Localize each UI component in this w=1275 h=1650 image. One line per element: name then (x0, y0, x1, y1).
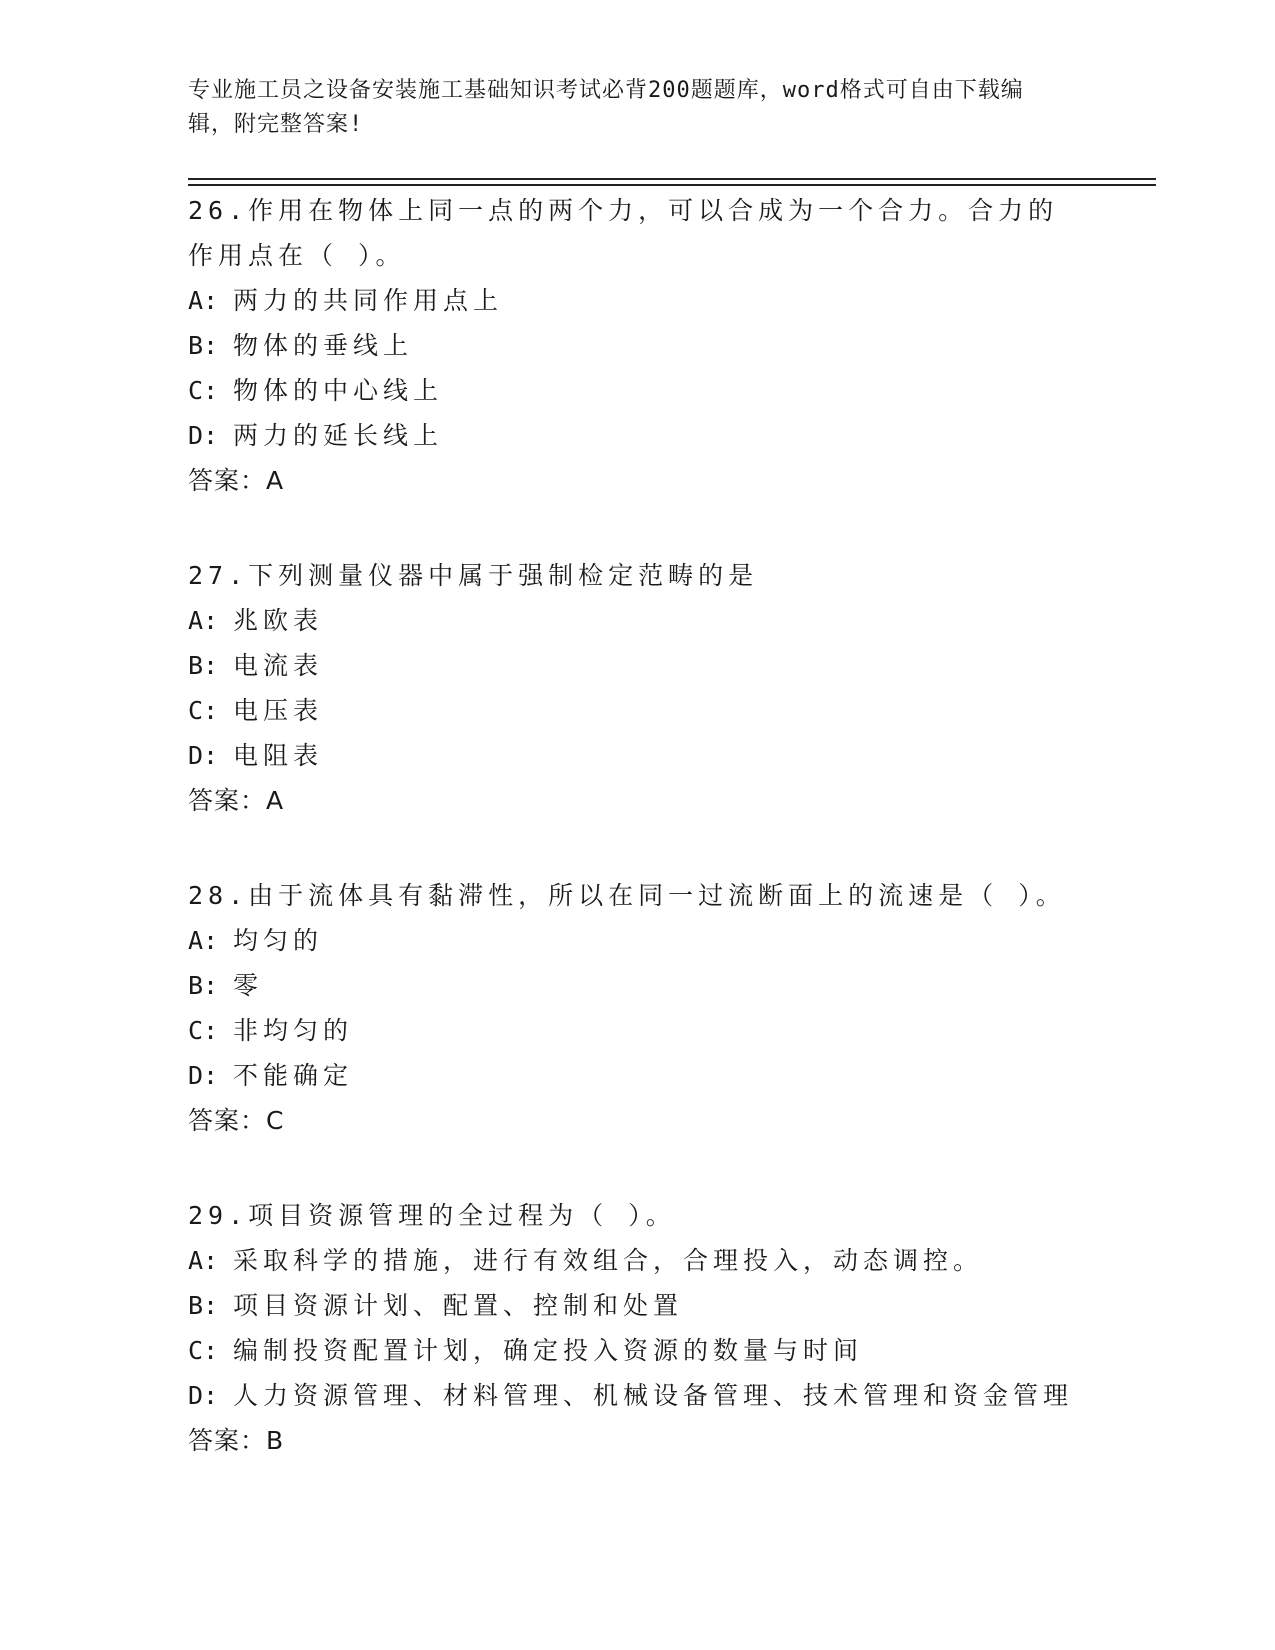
option-d (188, 733, 1088, 778)
answer-line: 答案：A (188, 786, 285, 815)
option-letter: D: (188, 741, 219, 770)
option-letter: B: (188, 1291, 219, 1320)
option-text: 编制投资配置计划，确定投入资源的数量与时间 (233, 1336, 864, 1365)
option-letter: C: (188, 1336, 219, 1365)
option-letter: A: (188, 286, 219, 315)
option-letter: C: (188, 1016, 219, 1045)
option-text: 物体的中心线上 (233, 376, 444, 405)
question-stem: 28.由于流体具有黏滞性，所以在同一过流断面上的流速是（ ）。 (188, 881, 1066, 910)
option-letter: B: (188, 331, 219, 360)
document-header: 专业施工员之设备安装施工基础知识考试必背200题题库，word格式可自由下载编辑，附完整答案! (188, 78, 1024, 137)
option-letter: D: (188, 1061, 219, 1090)
option-letter: A: (188, 606, 219, 635)
option-a (188, 918, 1088, 963)
option-text: 人力资源管理、材料管理、机械设备管理、技术管理和资金管理 (233, 1381, 1074, 1410)
question-stem: 26.作用在物体上同一点的两个力，可以合成为一个合力。合力的作用点在（ ）。 (188, 196, 1059, 270)
option-letter: B: (188, 971, 219, 1000)
option-d (188, 1053, 1088, 1098)
option-b (188, 963, 1088, 1008)
option-text: 物体的垂线上 (233, 331, 414, 360)
option-a (188, 1238, 1088, 1283)
question-stem: 29.项目资源管理的全过程为（ ）。 (188, 1201, 676, 1230)
option-c (188, 688, 1088, 733)
answer-line: 答案：C (188, 1106, 285, 1135)
option-text: 两力的延长线上 (233, 421, 444, 450)
answer-line: 答案：A (188, 466, 285, 495)
option-b (188, 323, 1088, 368)
option-text: 采取科学的措施，进行有效组合，合理投入，动态调控。 (233, 1246, 984, 1275)
option-c (188, 1328, 1088, 1373)
option-d (188, 1373, 1088, 1418)
option-text: 不能确定 (233, 1061, 354, 1090)
question-26 (188, 188, 1088, 503)
option-d (188, 413, 1088, 458)
option-b (188, 1283, 1088, 1328)
question-29 (188, 1193, 1088, 1463)
option-letter: C: (188, 696, 219, 725)
option-text: 非均匀的 (233, 1016, 354, 1045)
option-text: 兆欧表 (233, 606, 324, 635)
option-a (188, 278, 1088, 323)
header-divider-top (188, 178, 1156, 180)
question-list (188, 188, 1088, 1513)
question-27 (188, 553, 1088, 823)
option-letter: D: (188, 421, 219, 450)
option-letter: D: (188, 1381, 219, 1410)
option-letter: A: (188, 926, 219, 955)
question-stem: 27.下列测量仪器中属于强制检定范畴的是 (188, 561, 759, 590)
option-letter: A: (188, 1246, 219, 1275)
answer-line: 答案：B (188, 1426, 285, 1455)
option-c (188, 1008, 1088, 1053)
option-letter: B: (188, 651, 219, 680)
header-divider-bottom (188, 184, 1156, 186)
option-c (188, 368, 1088, 413)
option-text: 项目资源计划、配置、控制和处置 (233, 1291, 684, 1320)
option-text: 电压表 (233, 696, 324, 725)
option-text: 电阻表 (233, 741, 324, 770)
option-text: 均匀的 (233, 926, 324, 955)
option-text: 电流表 (233, 651, 324, 680)
question-28 (188, 873, 1088, 1143)
option-b (188, 643, 1088, 688)
option-letter: C: (188, 376, 219, 405)
option-text: 两力的共同作用点上 (233, 286, 504, 315)
option-text: 零 (233, 971, 264, 1000)
option-a (188, 598, 1088, 643)
